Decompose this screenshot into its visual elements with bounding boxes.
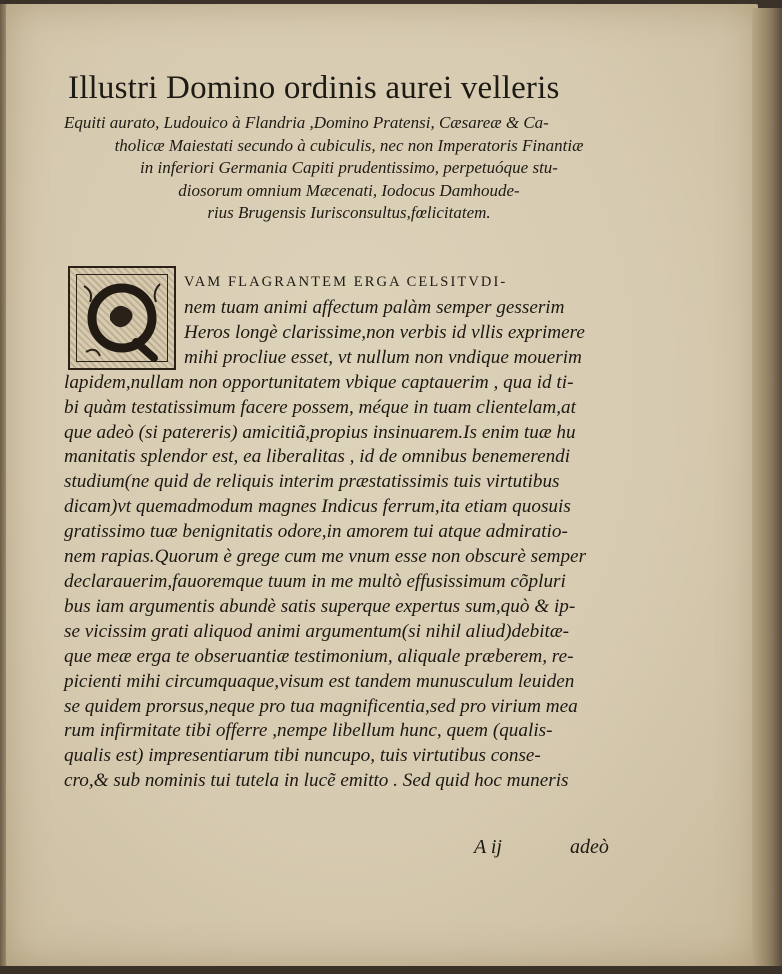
- text-line: gratissimo tuæ benignitatis odore,in amorem tui atque admiratio-: [64, 521, 568, 543]
- signature-mark: A ij: [474, 836, 502, 858]
- text-line: mihi procliue esset, vt nullum non vndique mouerim: [184, 346, 582, 368]
- text-line: qualis est) impresentiarum tibi nuncupo, tuis virtutibus conse-: [64, 745, 541, 767]
- dedication-block: [64, 112, 634, 225]
- text-line: lapidem,nullam non opportunitatem vbique captauerim , qua id ti-: [64, 371, 574, 393]
- text-line: bus iam argumentis abundè satis superque expertus sum,quò & ip-: [64, 595, 576, 617]
- dedication-line: tholicæ Maiestati secundo à cubiculis, nec non Imperatoris Finantiæ: [114, 135, 584, 155]
- opening-line: VAM FLAGRANTEM ERGA CELSITVDI-: [184, 274, 508, 290]
- text-line: se vicissim grati aliquod animi argumentum(si nihil aliud)debitæ-: [64, 620, 570, 642]
- catchword: adeò: [570, 836, 609, 858]
- dedication-line: Equiti aurato, Ludouico à Flandria ,Domino Pratensi, Cæsareæ & Ca-: [64, 113, 549, 132]
- dedication-title: Illustri Domino ordinis aurei velleris: [68, 70, 560, 106]
- text-line: manitatis splendor est, ea liberalitas , id de omnibus benemerendi: [64, 446, 571, 468]
- dedication-line: diosorum omnium Mæcenati, Iodocus Damhoude-: [178, 180, 520, 200]
- text-line: picienti mihi circumquaque,visum est tandem munusculum leuiden: [64, 670, 575, 692]
- text-line: que meæ erga te obseruantiæ testimonium, aliquale præberem, re-: [64, 645, 574, 667]
- text-line: nem rapias.Quorum è grege cum me vnum esse non obscurè semper: [64, 546, 587, 568]
- text-line: cro,& sub nominis tui tutela in lucẽ emitto . Sed quid hoc muneris: [64, 770, 569, 792]
- text-line: declarauerim,fauoremque tuum in me multò effusissimum cõpluri: [64, 570, 566, 592]
- text-line: dicam)vt quemadmodum magnes Indicus ferrum,ita etiam quosuis: [64, 496, 571, 518]
- text-line: studium(ne quid de reliquis interim præstatissimis tuis virtutibus: [64, 471, 560, 493]
- page-edges: [752, 8, 782, 966]
- text-line: que adeò (si patereris) amicitiã,propius insinuarem.Is enim tuæ hu: [64, 421, 576, 443]
- text-line: se quidem prorsus,neque pro tua magnificentia,sed pro virium mea: [64, 695, 578, 717]
- text-line: rum infirmitate tibi offerre ,nempe libellum hunc, quem (qualis-: [64, 720, 553, 742]
- text-line: nem tuam animi affectum palàm semper gesserim: [184, 297, 565, 318]
- text-line: bi quàm testatissimum facere possem, méque in tuam clientelam,at: [64, 396, 576, 418]
- body-text: [64, 296, 624, 794]
- dedication-line: rius Brugensis Iurisconsultus,fœlicitatem.: [207, 203, 491, 222]
- text-line: Heros longè clarissime,non verbis id vllis exprimere: [184, 321, 585, 343]
- dedication-line: in inferiori Germania Capiti prudentissimo, perpetuóque stu-: [140, 158, 558, 177]
